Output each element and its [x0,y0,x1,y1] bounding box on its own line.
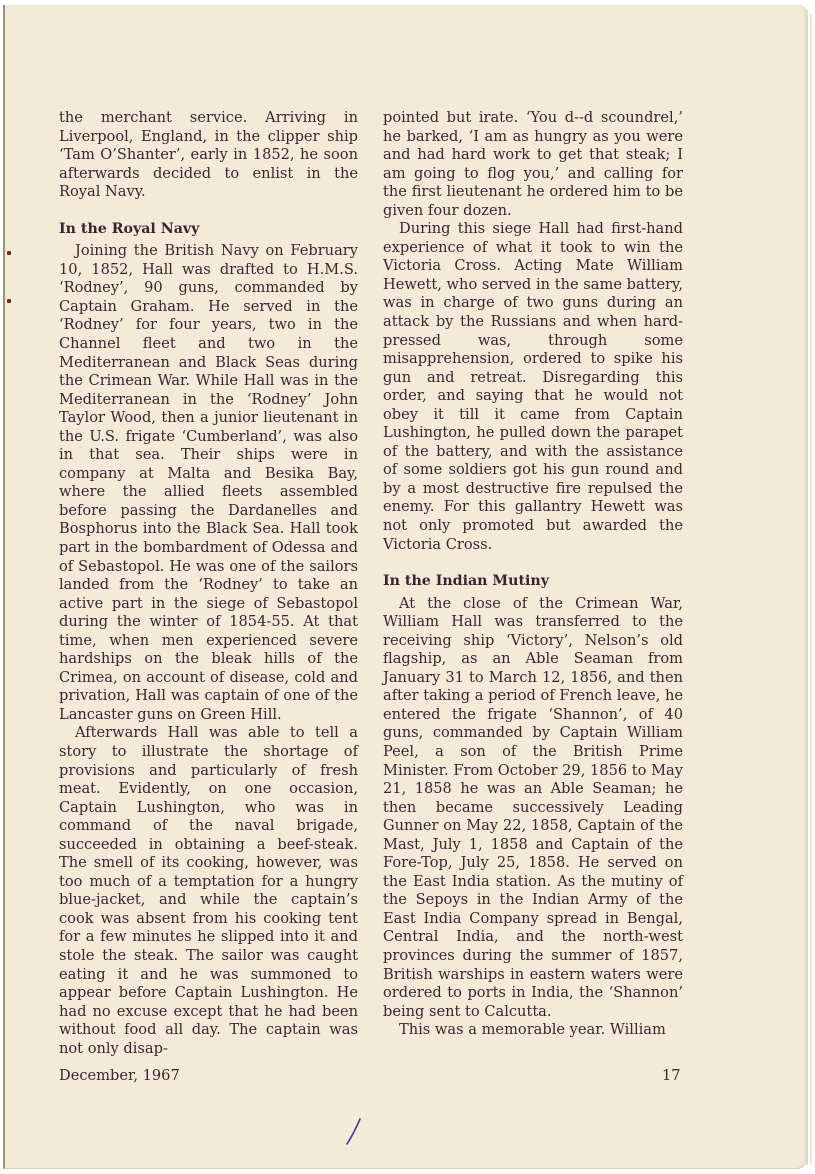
paragraph: Afterwards Hall was able to tell a story to illustrate the shortage of provisions and particularly of fresh meat. Evidently, on one occasion, Captain Lushington, who was in command of the naval brigade, succeeded in obtaining a beef-steak. The smell of its cooking, however, was too much of a temptation for a hungry blue-jacket, and while the captain’s cook was absent from his cooking tent for a few minutes he slipped into it and stole the steak. The sailor was caught eating it and he was summoned to appear before Captain Lushington. He had no excuse except that he had been without food all day. The captain was not only disap- [59,724,358,1057]
page-number: 17 [662,1067,681,1084]
binding-staple-mark [7,251,11,255]
page-stack-edge [810,14,812,1164]
right-column [383,109,683,1040]
paragraph: During this siege Hall had first-hand experience of what it took to win the Victoria Cross. Acting Mate William Hewett, who served in the same battery, was in charge of two guns during an attack by the Russians and when hard-pressed was, through some misapprehension, ordered to spike his gun and retreat. Disregarding this order, and saying that he would not obey it till it came from Captain Lushington, he pulled down the parapet of the battery, and with the assistance of some soldiers got his gun round and by a most destructive fire repulsed the enemy. For this gallantry Hewett was not only promoted but awarded the Victoria Cross. [383,220,683,553]
pen-stroke-mark [344,1117,364,1147]
paragraph: At the close of the Crimean War, William Hall was transferred to the receiving ship ‘Victory’, Nelson’s old flagship, as an Able Seaman from January 31 to March 12, 1856, and then after taking a period of French leave, he entered the frigate ‘Shannon’, of 40 guns, commanded by Captain William Peel, a son of the British Prime Minister. From October 29, 1856 to May 21, 1858 he was an Able Seaman; he then became successively Leading Gunner on May 22, 1858, Captain of the Mast, July 1, 1858 and Captain of the Fore-Top, July 25, 1858. He served on the East India station. As the mutiny of the Sepoys in the Indian Army of the East India Company spread in Bengal, Central India, and the north-west provinces during the summer of 1857, British warships in eastern waters were ordered to ports in India, the ‘Shannon’ being sent to Calcutta. [383,594,683,1020]
page-stack-edge [806,10,808,1165]
section-heading-indian-mutiny: In the Indian Mutiny [383,573,549,590]
paragraph: This was a memorable year. William [399,1021,666,1039]
binding-staple-mark [7,299,11,303]
paragraph: pointed but irate. ‘You d--d scoundrel,’ he barked, ‘I am as hungry as you were and had hard work to get that steak; I am going to flog you,’ and calling for the first lieutenant he ordered him to be given four dozen. [383,109,683,219]
section-heading-royal-navy: In the Royal Navy [59,220,200,237]
paragraph: Joining the British Navy on February 10, 1852, Hall was drafted to H.M.S. ‘Rodney’, 90 guns, commanded by Captain Graham. He served in the ‘Rodney’ for four years, two in the Channel fleet and two in the Mediterranean and Black Seas during the Crimean War. While Hall was in the Mediterranean in the ‘Rodney’ John Taylor Wood, then a junior lieutenant in the U.S. frigate ‘Cumberland’, was also in that sea. Their ships were in company at Malta and Besika Bay, where the allied fleets assembled before passing the Dardanelles and Bosphorus into the Black Sea. Hall took part in the bombardment of Odessa and of Sebastopol. He was one of the sailors landed from the ‘Rodney’ to take an active part in the siege of Sebastopol during the winter of 1854-55. At that time, when men experienced severe hardships on the bleak hills of the Crimea, on account of disease, cold and privation, Hall was captain of one of the Lancaster guns on Green Hill. [59,242,358,723]
issue-date: December, 1967 [59,1067,180,1084]
left-column [59,109,358,1058]
paragraph: the merchant service. Arriving in Liverpool, England, in the clipper ship ‘Tam O’Shanter’, early in 1852, he soon afterwards decided to enlist in the Royal Navy. [59,109,358,201]
